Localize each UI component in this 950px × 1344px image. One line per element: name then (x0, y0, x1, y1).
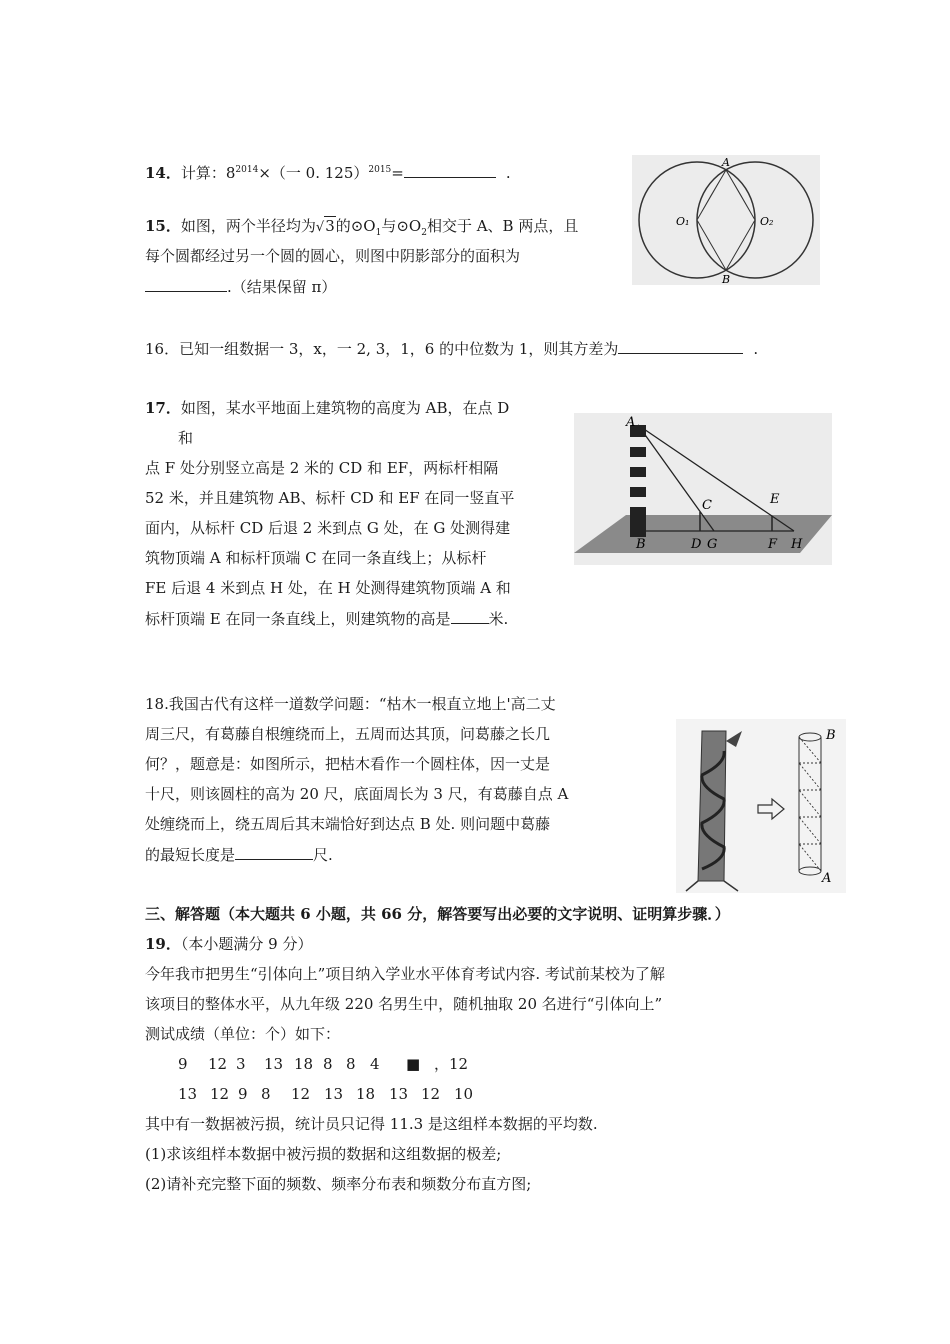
question-17-line-2: 和 (178, 429, 194, 447)
exponent: 2014 (235, 165, 259, 175)
question-17-line-7: FE 后退 4 米到点 H 处，在 H 处测得建筑物顶端 A 和 (145, 579, 511, 597)
question-18-line-1: 18.我国古代有这样一道数学问题：“枯木一根直立地上'高二丈 (145, 695, 556, 713)
question-text: ×（一 0. 125） (258, 164, 369, 182)
score-note: （本小题满分 9 分） (180, 935, 313, 953)
question-text: 计算：8 (180, 164, 236, 182)
exponent: 2015 (368, 165, 392, 175)
question-15-line-2: 每个圆都经过另一个圆的圆心，则图中阴影部分的面积为 (145, 247, 521, 265)
label-f: F (768, 537, 778, 552)
data-row-2 (178, 1084, 473, 1104)
question-18-line-6 (145, 844, 333, 865)
answer-blank[interactable] (235, 844, 313, 860)
question-text: 16．已知一组数据一 3，x，一 2, 3，1，6 的中位数为 1，则其方差为 (145, 340, 619, 358)
data-value: 12 (291, 1085, 311, 1103)
data-value: 18 (356, 1085, 376, 1103)
data-value: 18 (294, 1055, 314, 1073)
tree-vine-figure (676, 719, 846, 893)
subscript: 2 (421, 228, 427, 238)
question-19-part-1: (1)求该组样本数据中被污损的数据和这组数据的极差; (145, 1145, 502, 1163)
question-16 (145, 338, 758, 359)
question-19-header (145, 934, 312, 954)
question-text: 的最短长度是 (145, 846, 236, 864)
period: . (505, 164, 511, 182)
label-o2: O₂ (760, 215, 774, 228)
data-value: 9 (238, 1085, 248, 1103)
label-h: H (791, 537, 803, 552)
label-c: C (702, 498, 712, 513)
question-text: 相交于 A、B 两点，且 (426, 217, 579, 235)
smudged-value: ■ (406, 1055, 421, 1073)
label-b: B (826, 728, 836, 743)
question-19-line-1: 今年我市把男生“引体向上”项目纳入学业水平体育考试内容. 考试前某校为了解 (145, 965, 665, 983)
data-value: 12 (421, 1085, 441, 1103)
question-text: 尺. (313, 846, 333, 864)
question-14 (145, 160, 511, 183)
data-row-1 (178, 1054, 468, 1074)
label-a: A (722, 156, 730, 169)
data-value: 8 (346, 1055, 356, 1073)
question-text: 与⊙O (381, 217, 422, 235)
data-value: 13 (324, 1085, 344, 1103)
question-text: 标杆顶端 E 在同一条直线上，则建筑物的高是 (145, 610, 451, 628)
label-b: B (722, 273, 731, 285)
question-17-line-5: 面内，从标杆 CD 后退 2 米到点 G 处，在 G 处测得建 (145, 519, 511, 537)
answer-blank[interactable] (618, 338, 743, 354)
two-circles-figure (632, 155, 820, 285)
question-18-line-4: 十尺，则该圆柱的高为 20 尺，底面周长为 3 尺，有葛藤自点 A (145, 785, 569, 803)
question-text: 米. (488, 610, 509, 628)
data-value: 9 (178, 1055, 188, 1073)
period: . (753, 340, 759, 358)
label-a: A (626, 415, 636, 430)
question-number: 15． (145, 217, 181, 235)
question-19-line-3: 测试成绩（单位：个）如下： (145, 1025, 341, 1043)
data-value: 3 (236, 1055, 246, 1073)
data-value: 10 (454, 1085, 474, 1103)
question-number: 19． (145, 935, 181, 953)
question-15-line-3 (145, 276, 336, 297)
data-value: 13 (389, 1085, 409, 1103)
data-value: 13 (178, 1085, 198, 1103)
question-17-line-6: 筑物顶端 A 和标杆顶端 C 在同一条直线上；从标杆 (145, 549, 487, 567)
answer-blank[interactable] (404, 162, 496, 178)
label-a: A (822, 871, 832, 886)
label-o1: O₁ (676, 215, 690, 228)
building-figure (574, 413, 832, 565)
data-value: 12 (210, 1085, 230, 1103)
data-value: 4 (370, 1055, 380, 1073)
question-17-line-8 (145, 608, 508, 629)
answer-blank[interactable] (145, 276, 227, 292)
data-value: 12 (208, 1055, 228, 1073)
question-17-line-1 (145, 398, 509, 418)
section-3-title: 三、解答题（本大题共 6 小题，共 66 分，解答要写出必要的文字说明、证明算步骤．） (145, 905, 730, 923)
question-17-line-4: 52 米，并且建筑物 AB、标杆 CD 和 EF 在同一竖直平 (145, 489, 515, 507)
question-19-part-2: (2)请补充完整下面的频数、频率分布表和频数分布直方图; (145, 1175, 532, 1193)
question-number: 14． (145, 164, 181, 182)
subscript: 1 (375, 228, 382, 238)
question-text: 如图，某水平地面上建筑物的高度为 AB，在点 D (180, 399, 510, 417)
question-18-line-3: 何？，题意是：如图所示，把枯木看作一个圆柱体，因一丈是 (145, 755, 551, 773)
sqrt-radicand: 3 (325, 217, 335, 235)
label-g: G (707, 537, 718, 552)
question-18-line-5: 处缠绕而上，绕五周后其末端恰好到达点 B 处. 则问题中葛藤 (145, 815, 551, 833)
question-text: 如图，两个半径均为 (180, 217, 316, 235)
question-15-line-1: 15．如图，两个半径均为√3的$⊙O_1$与$⊙O_2$相交于 A、B 两点，且 (145, 217, 579, 238)
label-e: E (770, 492, 780, 507)
question-number: 17． (145, 399, 181, 417)
question-18-line-2: 周三尺，有葛藤自根缠绕而上，五周而达其顶，问葛藤之长几 (145, 725, 551, 743)
data-value: 13 (264, 1055, 284, 1073)
question-text: 的⊙O (335, 217, 376, 235)
question-text: .（结果保留 π） (227, 278, 337, 296)
data-value: 8 (261, 1085, 271, 1103)
label-b: B (636, 537, 646, 552)
label-d: D (691, 537, 702, 552)
equals-sign: = (391, 164, 404, 182)
data-value: 8 (323, 1055, 333, 1073)
question-19-line-4: 其中有一数据被污损，统计员只记得 11.3 是这组样本数据的平均数. (145, 1115, 598, 1133)
data-value: ，12 (434, 1055, 469, 1073)
question-19-line-2: 该项目的整体水平，从九年级 220 名男生中，随机抽取 20 名进行“引体向上” (145, 995, 663, 1013)
answer-blank[interactable] (451, 608, 489, 624)
question-17-line-3: 点 F 处分别竖立高是 2 米的 CD 和 EF，两标杆相隔 (145, 459, 499, 477)
